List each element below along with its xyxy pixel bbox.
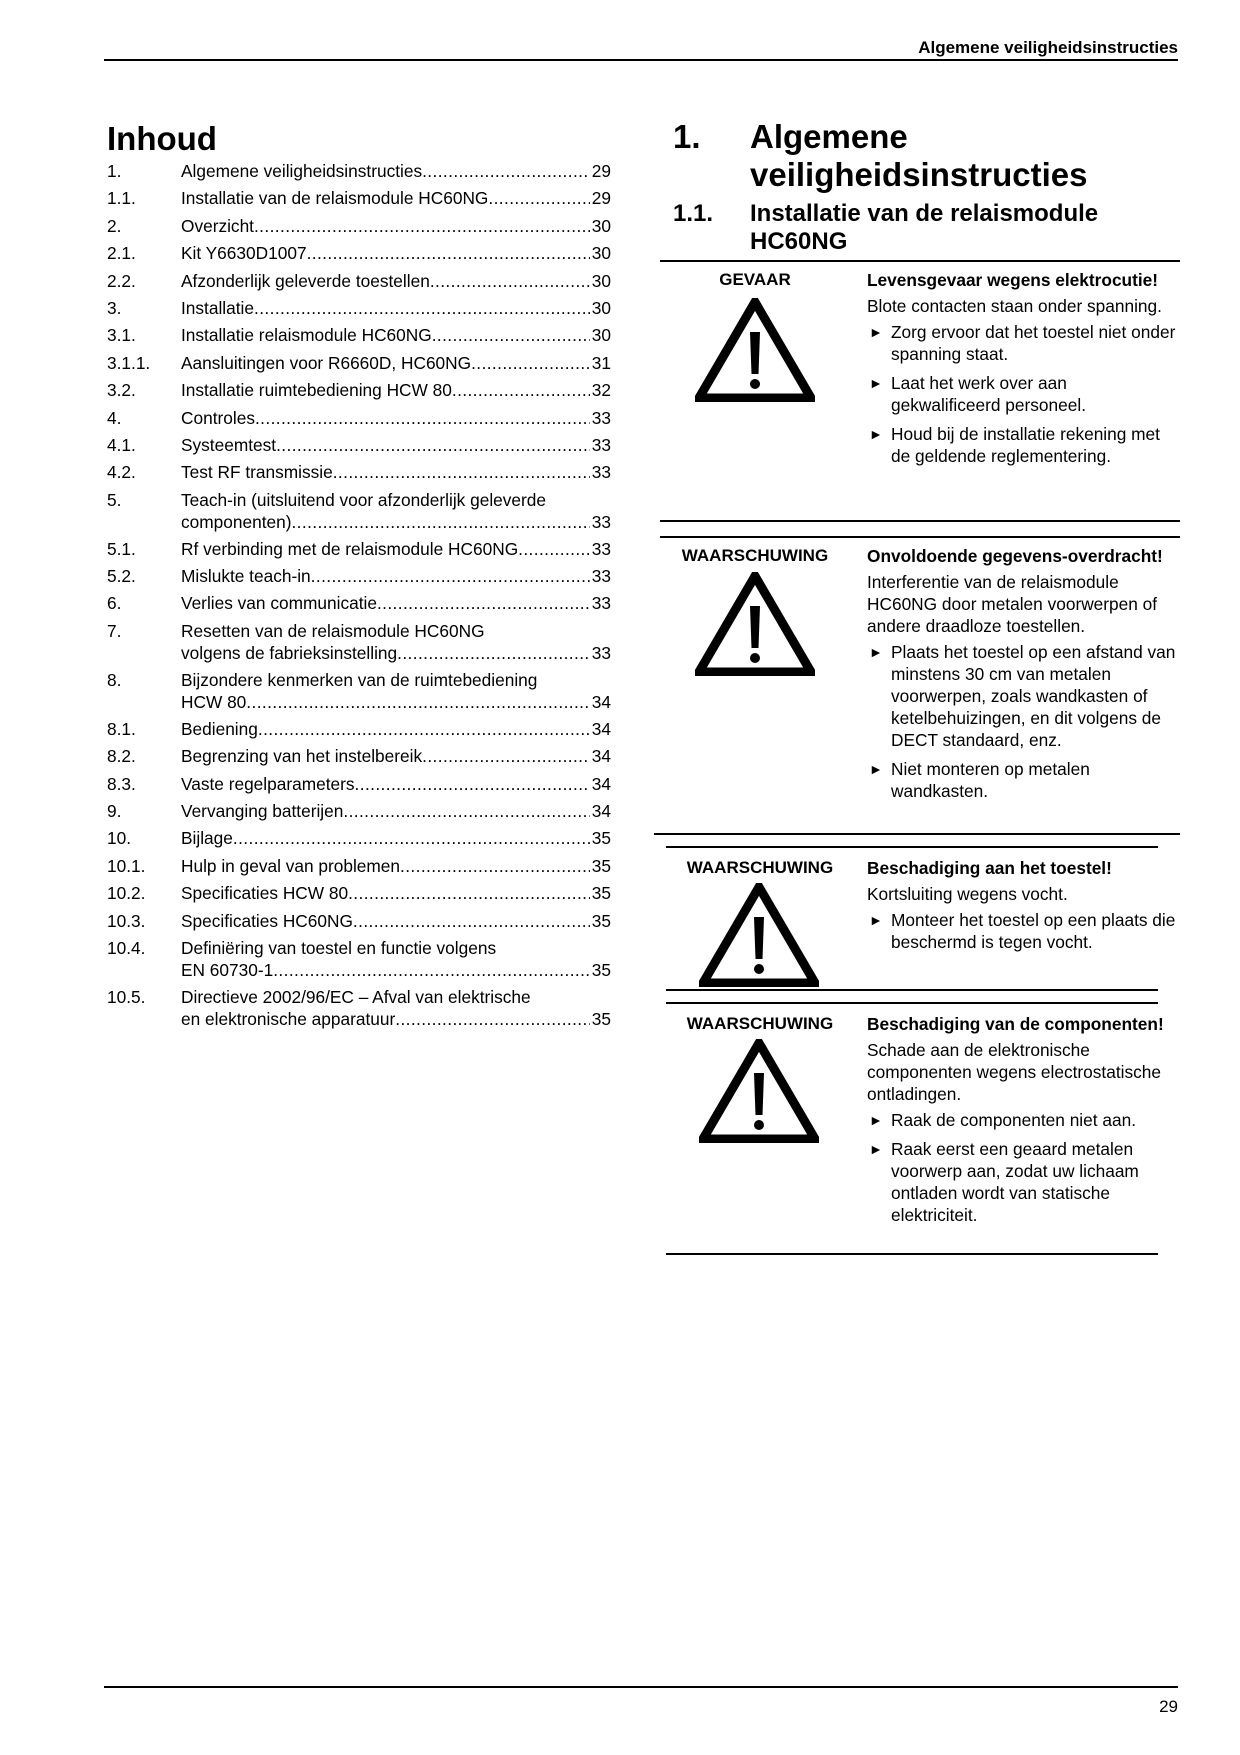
toc-entry-number: 3.1.1. (107, 352, 151, 373)
toc-entry-title: Kit Y6630D1007 (181, 243, 307, 264)
action-item: ► Laat het werk over aan gekwalificeerd personeel. (869, 373, 1087, 415)
divider (666, 846, 1158, 848)
toc-entry-title: EN 60730-1 (181, 959, 274, 980)
toc-dot-leader (258, 718, 590, 740)
toc-entry-title: Vervanging batterijen (181, 801, 344, 822)
toc-page-number: 30 (591, 297, 611, 318)
warning-content (867, 857, 1179, 960)
toc-page-number: 34 (591, 773, 611, 794)
toc-entry[interactable] (107, 827, 611, 849)
subsection-number: 1.1. (673, 200, 714, 227)
toc-entry[interactable] (107, 242, 611, 264)
toc-entry[interactable] (107, 538, 611, 560)
toc-entry[interactable] (107, 910, 611, 932)
section-title: Algemene veiligheidsinstructies (750, 118, 1088, 193)
toc-entry-number: 2. (107, 215, 122, 236)
toc-dot-leader (254, 215, 590, 237)
divider (666, 1253, 1158, 1255)
toc-entry-number: 7. (107, 620, 122, 641)
subsection-title: Installatie van de relaismodule HC60NG (750, 200, 1099, 255)
toc-page-number: 30 (591, 325, 611, 346)
toc-entry[interactable] (107, 461, 611, 483)
toc-dot-leader (246, 691, 589, 713)
toc-page-number: 35 (591, 959, 611, 980)
warning-title: Beschadiging van de componenten! (867, 1014, 1164, 1034)
divider (660, 536, 1180, 538)
toc-entry-number: 4.2. (107, 462, 136, 483)
warning-content (867, 545, 1179, 809)
toc-dot-leader (395, 1008, 590, 1030)
toc-entry-number: 10.5. (107, 986, 146, 1007)
action-list (867, 1109, 1179, 1226)
warning-triangle-icon (695, 298, 815, 402)
warning-triangle-icon (699, 1039, 819, 1143)
toc-entry-title: Installatie (181, 297, 255, 318)
running-header: Algemene veiligheidsinstructies (918, 38, 1178, 57)
toc-entry-number: 3. (107, 297, 122, 318)
toc-page-number: 35 (591, 910, 611, 931)
bullet-arrow-icon: ► (869, 426, 883, 442)
toc-entry-title: Specificaties HC60NG (181, 910, 353, 931)
section-number: 1. (673, 118, 701, 155)
toc-entry-number: 4.1. (107, 434, 136, 455)
toc-entry-number: 3.2. (107, 380, 136, 401)
toc-page-number: 30 (591, 243, 611, 264)
toc-entry-number: 10.4. (107, 937, 146, 958)
warning-title: Beschadiging aan het toestel! (867, 858, 1112, 878)
toc-entry-title: Vaste regelparameters (181, 773, 355, 794)
toc-entry-number: 10.1. (107, 855, 146, 876)
toc-entry-number: 8. (107, 669, 122, 690)
toc-entry-title-line: Resetten van de relaismodule HC60NG (181, 620, 485, 641)
toc-entry[interactable] (107, 352, 611, 374)
toc-page-number: 32 (591, 380, 611, 401)
toc-dot-leader (333, 461, 590, 483)
toc-page-number: 33 (591, 511, 611, 532)
toc-dot-leader (355, 773, 590, 795)
toc-dot-leader (518, 538, 590, 560)
toc-entry[interactable] (107, 160, 611, 182)
divider (666, 989, 1158, 991)
toc-dot-leader (377, 592, 590, 614)
toc-entry[interactable] (107, 379, 611, 401)
bullet-arrow-icon: ► (869, 1141, 883, 1157)
toc-page-number: 34 (591, 691, 611, 712)
toc-entry[interactable] (107, 297, 611, 319)
warning-triangle-icon (695, 572, 815, 676)
toc-entry-title: Begrenzing van het instelbereik (181, 746, 423, 767)
toc-entry[interactable] (107, 718, 611, 740)
toc-entry[interactable] (107, 215, 611, 237)
toc-entry-title: Aansluitingen voor R6660D, HC60NG (181, 352, 472, 373)
toc-page-number: 33 (591, 434, 611, 455)
toc-page-number: 34 (591, 746, 611, 767)
toc-page-number: 35 (591, 855, 611, 876)
toc-entry-title: componenten) (181, 511, 292, 532)
action-item: ► Monteer het toestel op een plaats die beschermd is tegen vocht. (869, 910, 1176, 952)
action-list (867, 909, 1179, 953)
toc-entry[interactable] (107, 669, 611, 713)
bullet-arrow-icon: ► (869, 912, 883, 928)
action-item: ► Houd bij de installatie rekening met de geldende reglementering. (869, 424, 1160, 466)
toc-dot-leader (343, 800, 589, 822)
toc-dot-leader (452, 379, 590, 401)
toc-dot-leader (430, 270, 590, 292)
toc-entry-title: Systeemtest (181, 434, 277, 455)
toc-entry-number: 10.2. (107, 883, 146, 904)
toc-entry-title: Bijlage (181, 828, 233, 849)
toc-entry-number: 9. (107, 801, 122, 822)
toc-dot-leader (255, 407, 590, 429)
toc-dot-leader (291, 511, 589, 533)
toc-entry-title: Overzicht (181, 215, 254, 236)
bullet-arrow-icon: ► (869, 761, 883, 777)
bullet-arrow-icon: ► (869, 375, 883, 391)
toc-dot-leader (432, 324, 590, 346)
warning-title: Onvoldoende gegevens-overdracht! (867, 546, 1163, 566)
header-rule (104, 59, 1178, 61)
warning-title: Levensgevaar wegens elektrocutie! (867, 270, 1159, 290)
toc-entry-title-line: Definiëring van toestel en functie volgens (181, 937, 497, 958)
toc-entry[interactable] (107, 489, 611, 533)
toc-entry-number: 1.1. (107, 188, 136, 209)
toc-entry-title-line: Directieve 2002/96/EC – Afval van elektrische (181, 986, 531, 1007)
toc-entry-title: Bediening (181, 718, 258, 739)
toc-entry-number: 2.2. (107, 270, 136, 291)
toc-page-number: 29 (591, 188, 611, 209)
toc-entry[interactable] (107, 937, 611, 981)
toc-page-number: 33 (591, 538, 611, 559)
toc-page-number: 31 (591, 352, 611, 373)
toc-entry-number: 1. (107, 161, 122, 181)
toc-entry[interactable] (107, 565, 611, 587)
action-item: ► Niet monteren op metalen wandkasten. (869, 759, 1090, 801)
toc-dot-leader (422, 160, 590, 182)
toc-page-number: 34 (591, 801, 611, 822)
toc-entry[interactable] (107, 986, 611, 1030)
toc-title: Inhoud (107, 120, 217, 157)
warning-description: Kortsluiting wegens vocht. (867, 884, 1068, 904)
action-item: ► Plaats het toestel op een afstand van minstens 30 cm van metalen voorwerpen, zoals wandkasten of ketelbehuizingen, en dit volgens de DECT standaard, enz. (869, 642, 1176, 750)
action-list (867, 641, 1179, 802)
toc-page-number: 33 (591, 566, 611, 587)
toc-entry[interactable] (107, 620, 611, 664)
toc-page-number: 33 (591, 642, 611, 663)
toc-entry-number: 5. (107, 489, 122, 510)
toc-entry-title: Installatie van de relaismodule HC60NG (181, 188, 489, 209)
warning-description: Interferentie van de relaismodule HC60NG door metalen voorwerpen of andere draadloze toestellen. (867, 572, 1158, 636)
toc-entry-title-line: Bijzondere kenmerken van de ruimtebediening (181, 669, 538, 690)
toc-dot-leader (400, 855, 590, 877)
toc-dot-leader (311, 565, 590, 587)
warning-description: Schade aan de elektronische componenten wegens electrostatische ontladingen. (867, 1040, 1161, 1104)
toc-entry-title: Installatie relaismodule HC60NG (181, 325, 432, 346)
toc-entry[interactable] (107, 800, 611, 822)
toc-dot-leader (422, 745, 590, 767)
toc-page-number: 35 (591, 828, 611, 849)
toc-entry[interactable] (107, 773, 611, 795)
toc-entry-title: Controles (181, 407, 255, 428)
toc-dot-leader (353, 910, 590, 932)
toc-dot-leader (233, 827, 590, 849)
toc-entry[interactable] (107, 745, 611, 767)
warning-description: Blote contacten staan onder spanning. (867, 296, 1162, 316)
toc-page-number: 34 (591, 718, 611, 739)
divider (660, 260, 1180, 262)
toc-page-number: 29 (591, 161, 611, 181)
toc-dot-leader (273, 959, 590, 981)
toc-entry-title: volgens de fabrieksinstelling (181, 642, 398, 663)
toc-page-number: 33 (591, 462, 611, 483)
toc-entry-title: Algemene veiligheidsinstructies (181, 161, 423, 181)
toc-entry-number: 6. (107, 593, 122, 614)
toc-entry[interactable] (107, 270, 611, 292)
toc-dot-leader (471, 352, 590, 374)
action-list (867, 321, 1179, 467)
toc-entry-number: 5.1. (107, 538, 136, 559)
toc-entry[interactable] (107, 187, 611, 209)
toc-dot-leader (276, 434, 590, 456)
toc-page-number: 35 (591, 1008, 611, 1029)
toc-dot-leader (397, 642, 590, 664)
toc-entry-title: Installatie ruimtebediening HCW 80 (181, 380, 452, 401)
warning-label: WAARSCHUWING (686, 858, 834, 877)
warning-label: GEVAAR (719, 270, 791, 289)
divider (660, 520, 1180, 522)
toc-dot-leader (348, 882, 590, 904)
action-item: ► Raak de componenten niet aan. (869, 1110, 1136, 1130)
table-of-contents (107, 160, 611, 1035)
toc-entry-number: 8.3. (107, 773, 136, 794)
warning-label: WAARSCHUWING (686, 1014, 834, 1033)
toc-entry-title: Mislukte teach-in (181, 566, 311, 587)
toc-page-number: 30 (591, 215, 611, 236)
toc-entry-title: Verlies van communicatie (181, 593, 377, 614)
toc-dot-leader (254, 297, 590, 319)
page-number: 29 (1159, 1697, 1178, 1716)
warning-label: WAARSCHUWING (681, 546, 829, 565)
subsection-heading (673, 200, 1193, 256)
warning-triangle-icon (699, 883, 819, 987)
toc-entry[interactable] (107, 592, 611, 614)
toc-entry-number: 5.2. (107, 566, 136, 587)
toc-page-number: 30 (591, 270, 611, 291)
action-item: ► Raak eerst een geaard metalen voorwerp aan, zodat uw lichaam ontladen wordt van statische elektriciteit. (869, 1139, 1139, 1225)
toc-entry-title: Afzonderlijk geleverde toestellen (181, 270, 430, 291)
bullet-arrow-icon: ► (869, 324, 883, 340)
toc-dot-leader (488, 187, 589, 209)
toc-entry-title: Specificaties HCW 80 (181, 883, 349, 904)
toc-entry-number: 8.1. (107, 718, 136, 739)
toc-entry[interactable] (107, 855, 611, 877)
divider (666, 1002, 1158, 1004)
toc-page-number: 33 (591, 593, 611, 614)
toc-entry-number: 3.1. (107, 325, 136, 346)
toc-entry[interactable] (107, 407, 611, 429)
toc-entry-number: 8.2. (107, 746, 136, 767)
divider (654, 833, 1180, 835)
action-item: ► Zorg ervoor dat het toestel niet onder spanning staat. (869, 322, 1176, 364)
toc-entry[interactable] (107, 882, 611, 904)
toc-entry-number: 10. (107, 828, 132, 849)
toc-entry-title: HCW 80 (181, 691, 247, 712)
warning-content (867, 269, 1179, 474)
toc-entry-title: Rf verbinding met de relaismodule HC60NG (181, 538, 519, 559)
toc-entry-title: Test RF transmissie (181, 462, 333, 483)
toc-entry-number: 4. (107, 407, 122, 428)
toc-dot-leader (307, 242, 590, 264)
toc-page-number: 33 (591, 407, 611, 428)
toc-entry[interactable] (107, 434, 611, 456)
toc-entry-number: 10.3. (107, 910, 146, 931)
toc-page-number: 35 (591, 883, 611, 904)
toc-entry[interactable] (107, 324, 611, 346)
section-heading (673, 118, 1193, 194)
bullet-arrow-icon: ► (869, 644, 883, 660)
toc-entry-number: 2.1. (107, 243, 136, 264)
toc-entry-title: en elektronische apparatuur (181, 1008, 396, 1029)
toc-entry-title: Hulp in geval van problemen (181, 855, 401, 876)
toc-entry-title-line: Teach-in (uitsluitend voor afzonderlijk geleverde (181, 489, 547, 510)
footer-rule (104, 1686, 1178, 1688)
bullet-arrow-icon: ► (869, 1112, 883, 1128)
warning-content (867, 1013, 1179, 1233)
